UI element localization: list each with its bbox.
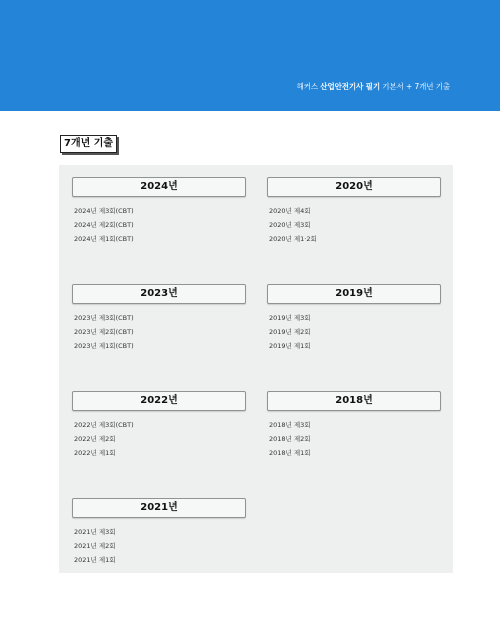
exam-list xyxy=(269,311,441,353)
exam-link[interactable]: 2021년 제1회 xyxy=(74,556,116,564)
year-heading: 2022년 xyxy=(72,391,246,411)
exam-link[interactable]: 2024년 제3회(CBT) xyxy=(74,207,134,215)
publisher-name: 해커스 xyxy=(296,82,318,91)
exam-link[interactable]: 2024년 제2회(CBT) xyxy=(74,221,134,229)
exam-list xyxy=(269,204,441,246)
year-heading: 2019년 xyxy=(267,284,441,304)
year-heading: 2020년 xyxy=(267,177,441,197)
exam-list xyxy=(74,204,246,246)
exam-link[interactable]: 2018년 제2회 xyxy=(269,435,311,443)
year-heading: 2024년 xyxy=(72,177,246,197)
year-card-2019 xyxy=(267,284,441,353)
book-title: 산업안전기사 필기 xyxy=(320,82,380,91)
year-heading: 2023년 xyxy=(72,284,246,304)
year-card-2021 xyxy=(72,498,246,567)
exam-link[interactable]: 2021년 제3회 xyxy=(74,528,116,536)
exam-link[interactable]: 2019년 제3회 xyxy=(269,314,311,322)
exam-list xyxy=(74,311,246,353)
exam-link[interactable]: 2022년 제2회 xyxy=(74,435,116,443)
book-subtitle: 기본서 + 7개년 기출 xyxy=(382,82,450,91)
exam-year-panel xyxy=(59,165,453,573)
year-card-2022 xyxy=(72,391,246,460)
exam-link[interactable]: 2022년 제3회(CBT) xyxy=(74,421,134,429)
exam-link[interactable]: 2019년 제2회 xyxy=(269,328,311,336)
year-card-2023 xyxy=(72,284,246,353)
year-heading: 2021년 xyxy=(72,498,246,518)
exam-link[interactable]: 2022년 제1회 xyxy=(74,449,116,457)
exam-link[interactable]: 2023년 제3회(CBT) xyxy=(74,314,134,322)
exam-link[interactable]: 2020년 제4회 xyxy=(269,207,311,215)
exam-link[interactable]: 2021년 제2회 xyxy=(74,542,116,550)
exam-link[interactable]: 2023년 제2회(CBT) xyxy=(74,328,134,336)
year-card-2024 xyxy=(72,177,246,246)
exam-list xyxy=(74,418,246,460)
exam-link[interactable]: 2018년 제1회 xyxy=(269,449,311,457)
book-title-line xyxy=(297,81,450,92)
exam-list xyxy=(269,418,441,460)
year-heading: 2018년 xyxy=(267,391,441,411)
exam-link[interactable]: 2024년 제1회(CBT) xyxy=(74,235,134,243)
exam-link[interactable]: 2023년 제1회(CBT) xyxy=(74,342,134,350)
exam-list xyxy=(74,525,246,567)
exam-link[interactable]: 2018년 제3회 xyxy=(269,421,311,429)
header-banner xyxy=(0,0,500,111)
exam-link[interactable]: 2020년 제1·2회 xyxy=(269,235,317,243)
exam-link[interactable]: 2020년 제3회 xyxy=(269,221,311,229)
exam-link[interactable]: 2019년 제1회 xyxy=(269,342,311,350)
year-card-2018 xyxy=(267,391,441,460)
year-card-2020 xyxy=(267,177,441,246)
section-title: 7개년 기출 xyxy=(60,135,117,153)
